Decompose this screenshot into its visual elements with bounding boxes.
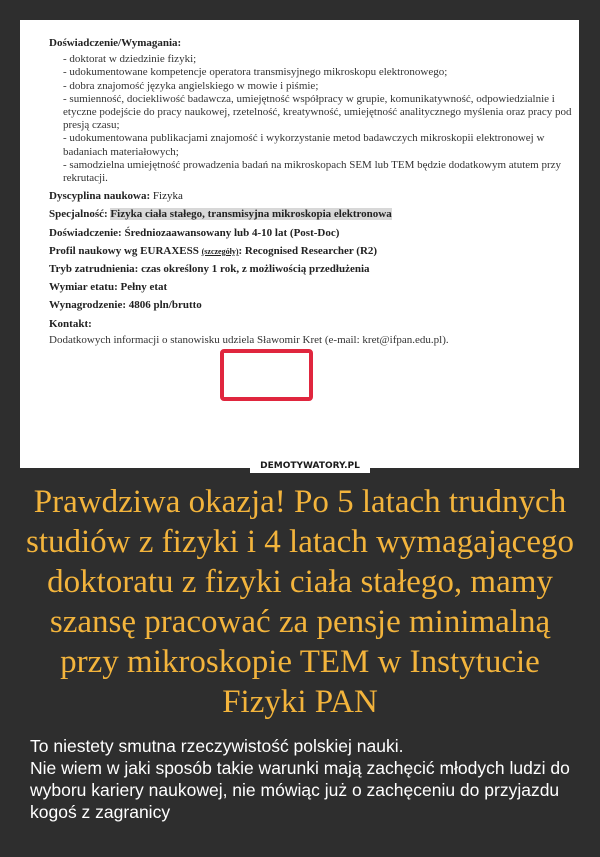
workload-label: Wymiar etatu: [49,281,118,294]
headline: Prawdziwa okazja! Po 5 latach trudnych studiów z fizyki i 4 latach wymagającego doktoratu z fizyki ciała stałego, mamy szansę pracować za pensje minimalną przy mikroskopie TEM w Instytucie Fizyki PAN [26,484,574,720]
specialty-value: Fizyka ciała stałego, transmisyjna mikroskopia elektronowa [110,208,392,221]
employment-label: Tryb zatrudnienia: [49,263,139,276]
requirements-list [49,53,577,185]
caption-line: To niestety smutna rzeczywistość polskiej nauki. [30,736,404,756]
requirement-item: - sumienność, dociekliwość badawcza, umiejętność współpracy w grupie, komunikatywność, odpowiedzialnie i etyczne podejście do pracy naukowej, rzetelność, kreatywność, umiejętność analitycznego myślenia oraz pracy pod presją czasu; [63,92,572,132]
salary-value: 4806 pln/brutto [128,299,202,312]
discipline-value: Fizyka [152,190,183,203]
profile-label: Profil naukowy wg EURAXESS [49,244,199,257]
discipline-row [49,190,577,203]
profile-row [49,245,577,258]
profile-details-link[interactable]: (szczegóły) [201,246,239,256]
employment-value: czas określony 1 rok, z możliwością przedłużenia [141,263,370,276]
profile-value: : Recognised Researcher (R2) [238,244,378,257]
requirement-item: - udokumentowana publikacjami znajomość i wykorzystanie metod badawczych mikroskopii elektronowej w badaniach materiałowych; [63,132,545,158]
discipline-label: Dyscyplina naukowa: [49,190,151,203]
contact-label: Kontakt: [49,317,92,330]
workload-row [49,281,577,294]
experience-value: Średniozaawansowany lub 4-10 lat (Post-Doc) [124,226,340,239]
requirement-item: - doktorat w dziedzinie fizyki; [63,53,197,66]
workload-value: Pełny etat [120,281,168,294]
job-offer-document [49,37,577,347]
specialty-label: Specjalność: [49,208,108,221]
requirement-item: - udokumentowane kompetencje operatora transmisyjnego mikroskopu elektronowego; [63,66,448,79]
contact-row [49,318,577,331]
employment-row [49,263,577,276]
salary-row [49,299,577,312]
experience-label: Doświadczenie: [49,226,122,239]
experience-row [49,227,577,240]
specialty-row [49,208,577,221]
salary-highlight-box [220,349,313,401]
requirements-heading: Doświadczenie/Wymagania: [49,37,182,49]
salary-label: Wynagrodzenie: [49,299,126,312]
watermark: DEMOTYWATORY.PL [250,459,370,473]
caption [30,735,580,823]
requirement-item: - dobra znajomość języka angielskiego w mowie i piśmie; [63,79,319,92]
requirement-item: - samodzielna umiejętność prowadzenia badań na mikroskopach SEM lub TEM będzie dodatkowym atutem przy rekrutacji. [63,158,562,185]
caption-line: Nie wiem w jaki sposób takie warunki mają zachęcić młodych ludzi do wyboru kariery naukowej, nie mówiąc już o zachęceniu do przyjazdu kogoś z zagranicy [30,758,570,822]
contact-text: Dodatkowych informacji o stanowisku udziela Sławomir Kret (e-mail: kret@ifpan.edu.pl). [49,333,449,346]
